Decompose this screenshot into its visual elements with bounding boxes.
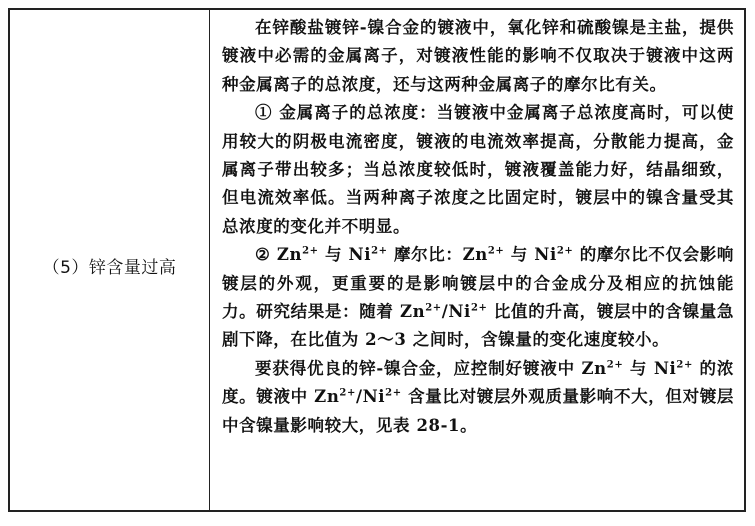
text-segment: 要获得优良的锌-镍合金，应控制好镀液中 Zn	[255, 358, 607, 378]
superscript-charge: 2+	[556, 245, 574, 257]
text-segment: 摩尔比：Zn	[387, 245, 488, 265]
description-cell	[210, 10, 744, 510]
text-segment: 的浓度。镀液中 Zn	[222, 358, 735, 407]
superscript-charge: 2+	[385, 387, 402, 399]
paragraph-main-salts	[222, 14, 734, 99]
text-segment: 在锌酸盐镀锌-镍合金的镀液中，氧化锌和硫酸镍是主盐，提供镀液中必需的金属离子，对镀液性能的影响不仅取决于镀液中这两种金属离子的总浓度，还与这两种金属离子的摩尔比有关。	[222, 18, 734, 94]
item-label: （5）锌含量过高	[42, 257, 177, 278]
item-label-cell	[10, 10, 210, 510]
document-table	[8, 8, 746, 512]
text-segment: /Ni	[355, 387, 386, 407]
text-segment: 的摩尔比不仅会影响镀层的外观，更重要的是影响镀层中的合金成分及相应的抗蚀能力。研究结果是：随着 Zn	[222, 245, 734, 322]
superscript-charge: 2+	[676, 359, 693, 371]
superscript-charge: 2+	[487, 245, 505, 257]
text-segment: 与 Ni	[318, 245, 372, 265]
text-segment: 比值的升高，镀层中的含镍量急剧下降，在比值为 2～3 之间时，含镍量的变化速度较小。	[222, 302, 734, 350]
paragraph-total-concentration	[222, 99, 734, 241]
superscript-charge: 2+	[606, 359, 624, 371]
text-segment: /Ni	[441, 302, 471, 322]
superscript-charge: 2+	[425, 302, 442, 314]
text-segment: 与 Ni	[504, 245, 557, 265]
superscript-charge: 2+	[302, 245, 319, 257]
text-segment: 含量比对镀层外观质量影响不大，但对镀层中含镍量影响较大，见表 28-1。	[222, 387, 734, 435]
text-segment: ② Zn	[255, 245, 303, 265]
text-segment: ① 金属离子的总浓度：当镀液中金属离子总浓度高时，可以使用较大的阴极电流密度，镀液的电流效率提高，分散能力提高，金属离子带出较多；当总浓度较低时，镀液覆盖能力好，结晶细致，但电流效率低。当两种离子浓度之比固定时，镀层中的镍含量受其总浓度的变化并不明显。	[222, 103, 734, 236]
paragraph-molar-ratio	[222, 241, 734, 355]
superscript-charge: 2+	[339, 387, 356, 399]
text-segment: 与 Ni	[623, 358, 677, 378]
superscript-charge: 2+	[371, 245, 388, 257]
paragraph-control-concentration	[222, 355, 734, 440]
superscript-charge: 2+	[470, 302, 488, 314]
